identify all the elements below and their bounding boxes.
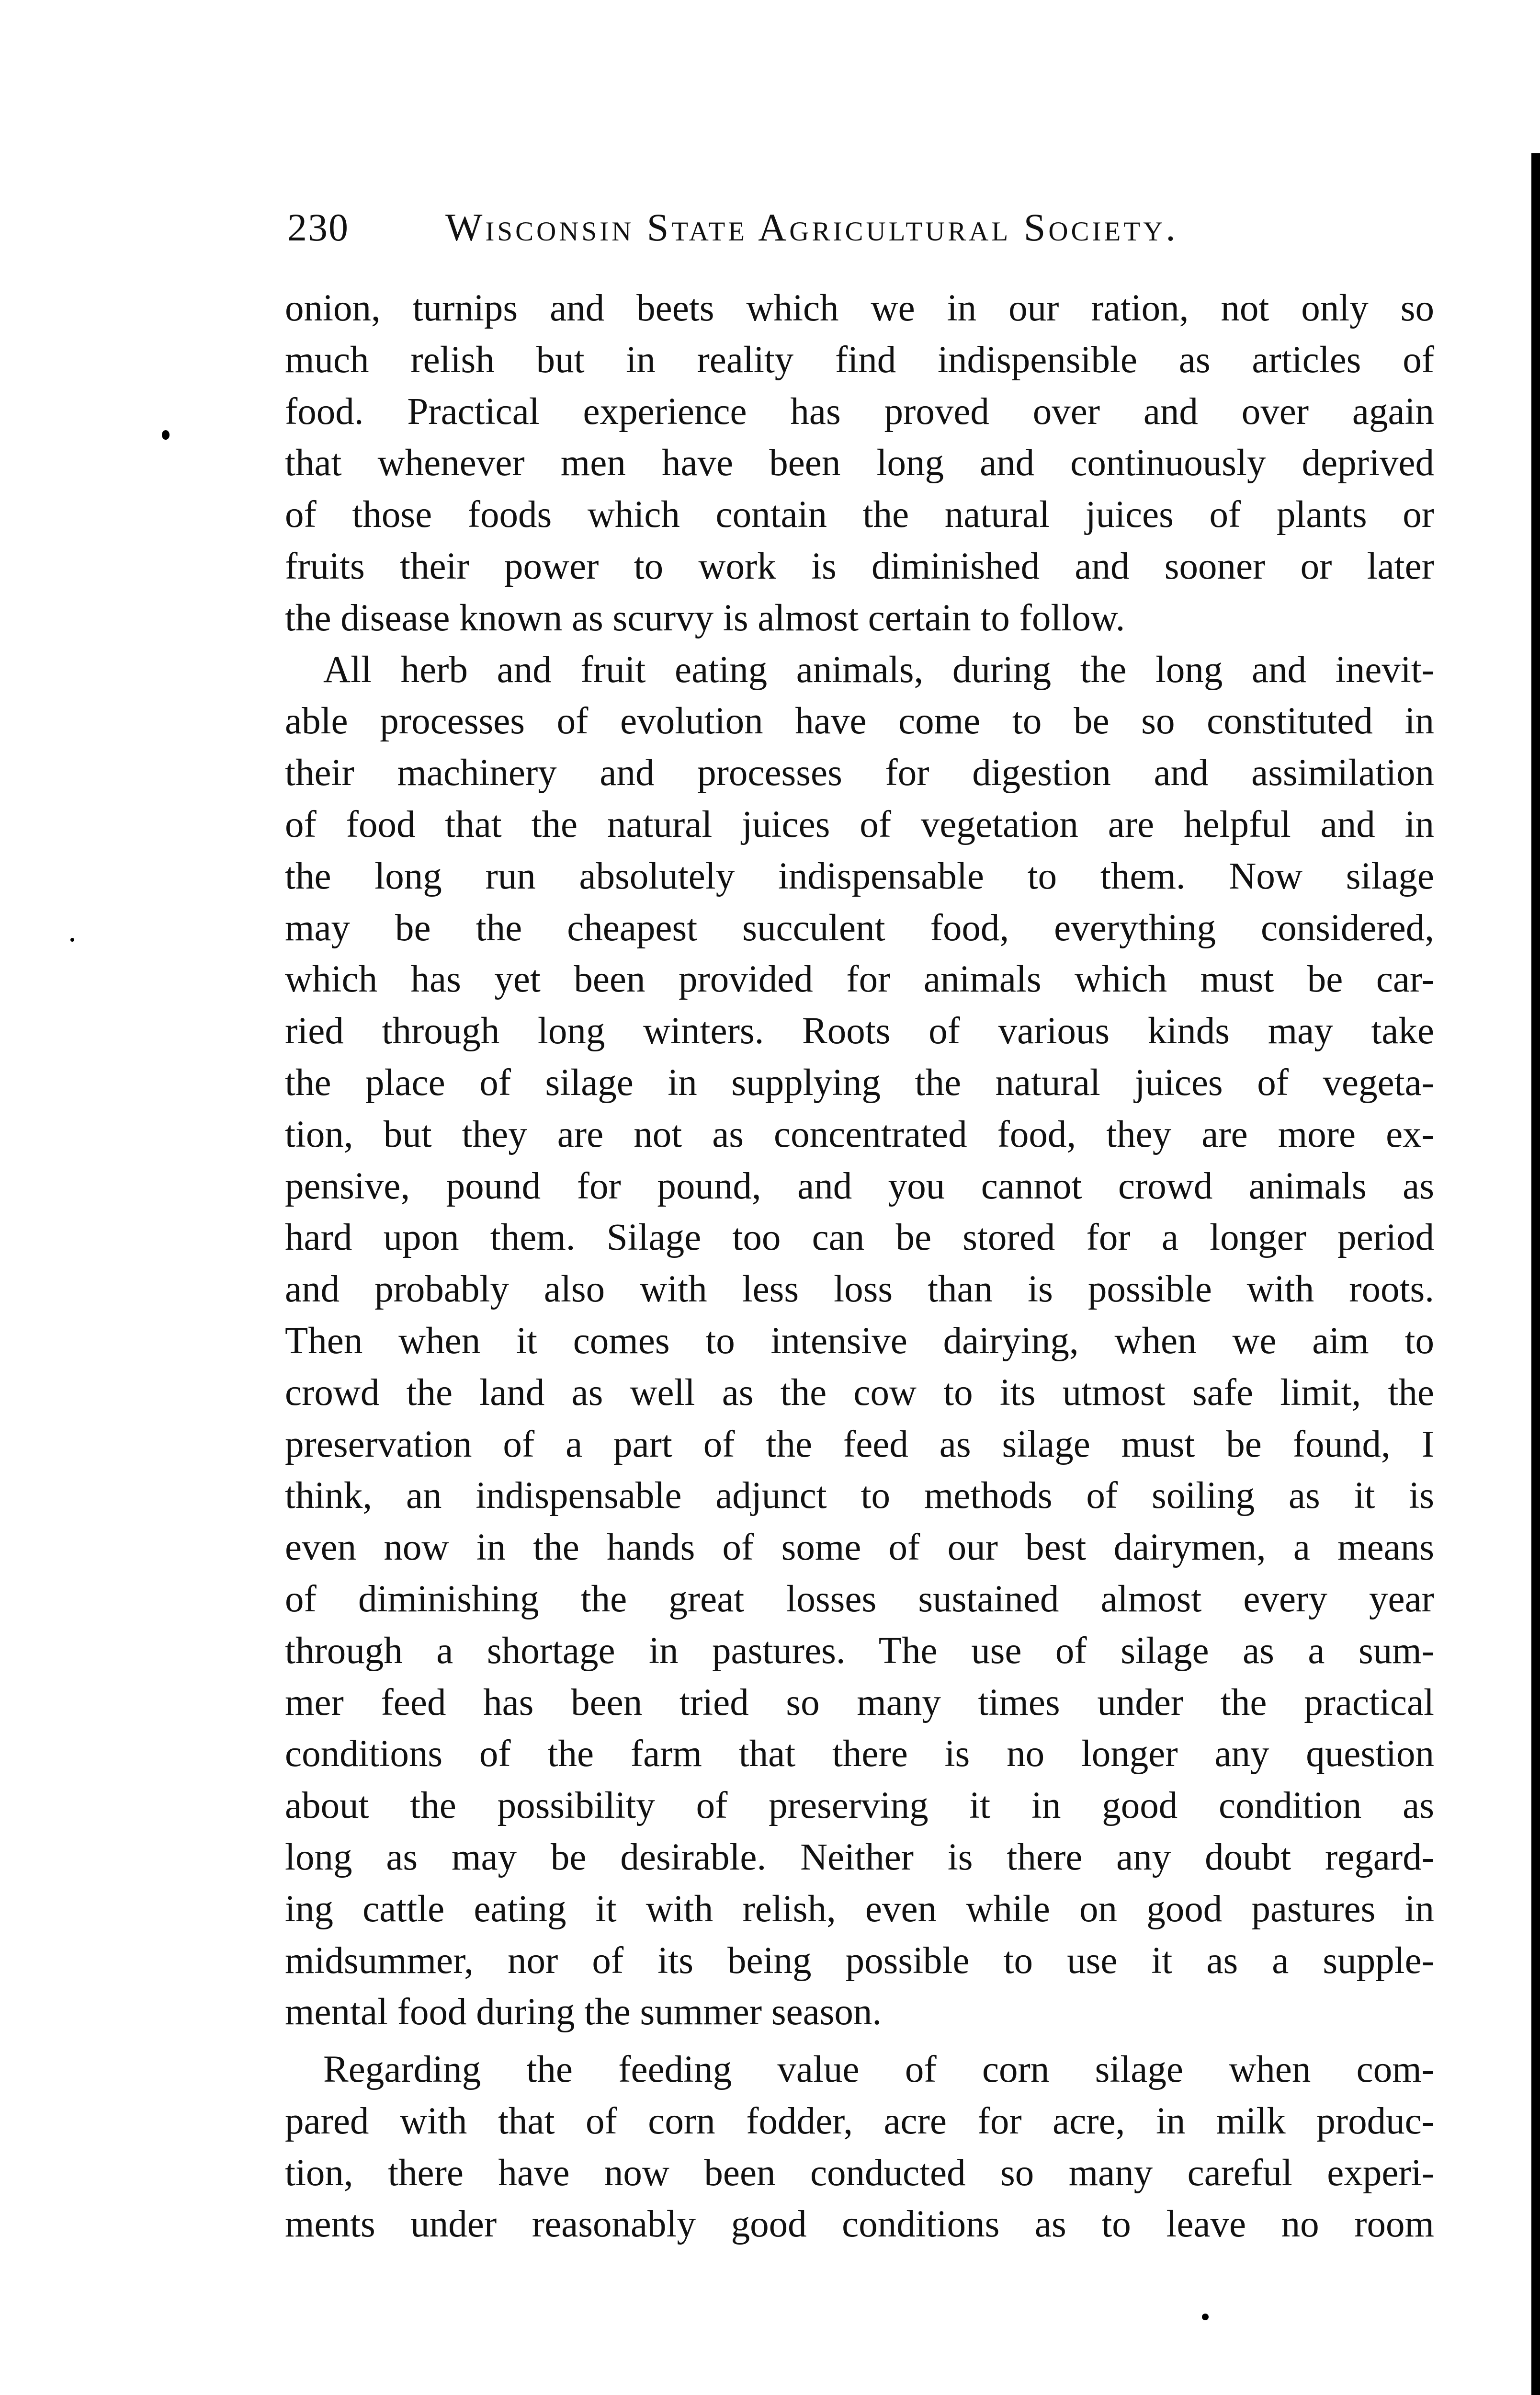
paragraph-1 [285, 283, 1434, 644]
text-line: conditions of the farm that there is no longer any question [285, 1733, 1434, 1775]
text-line: that whenever men have been long and continuously deprived [285, 442, 1434, 484]
ink-speck [162, 430, 170, 440]
text-line: ments under reasonably good conditions as to leave no room [285, 2203, 1434, 2246]
text-line: Then when it comes to intensive dairying, when we aim to [285, 1320, 1434, 1362]
paragraph-3 [285, 2044, 1434, 2250]
text-line: the long run absolutely indispensable to them. Now silage [285, 855, 1434, 897]
text-line: the place of silage in supplying the natural juices of vegeta- [285, 1061, 1434, 1104]
text-line: pared with that of corn fodder, acre for acre, in milk produc- [285, 2100, 1434, 2142]
page-header-title: Wisconsin State Agricultural Society. [445, 205, 1178, 249]
text-line: tion, but they are not as concentrated food, they are more ex- [285, 1113, 1434, 1155]
text-line: hard upon them. Silage too can be stored for a longer period [285, 1217, 1434, 1259]
text-line: their machinery and processes for digestion and assimilation [285, 752, 1434, 794]
text-line: through a shortage in pastures. The use of silage as a sum- [285, 1630, 1434, 1672]
text-line: food. Practical experience has proved over and over again [285, 390, 1434, 433]
ink-speck [70, 938, 74, 942]
text-line: think, an indispensable adjunct to methods of soiling as it is [285, 1475, 1434, 1517]
text-line: fruits their power to work is diminished and sooner or later [285, 545, 1434, 587]
text-line: crowd the land as well as the cow to its utmost safe limit, the [285, 1371, 1434, 1414]
body-text [285, 283, 1434, 2323]
text-line: of diminishing the great losses sustained almost every year [285, 1578, 1434, 1620]
text-line: even now in the hands of some of our best dairymen, a means [285, 1527, 1434, 1569]
text-line: ried through long winters. Roots of various kinds may take [285, 1010, 1434, 1052]
text-line: mer feed has been tried so many times under the practical [285, 1681, 1434, 1723]
text-line: about the possibility of preserving it in good condition as [285, 1785, 1434, 1827]
text-line: mental food during the summer season. [285, 1991, 882, 2033]
text-line: much relish but in reality find indispensible as articles of [285, 339, 1434, 381]
running-head [287, 201, 1331, 254]
text-line: and probably also with less loss than is possible with roots. [285, 1268, 1434, 1311]
text-line: onion, turnips and beets which we in our ration, not only so [285, 287, 1434, 329]
text-line: the disease known as scurvy is almost certain to follow. [285, 597, 1125, 639]
text-line: preservation of a part of the feed as silage must be found, I [285, 1423, 1434, 1465]
paragraph-2 [285, 644, 1434, 2039]
text-line: pensive, pound for pound, and you cannot crowd animals as [285, 1165, 1434, 1207]
text-line: able processes of evolution have come to be so constituted in [285, 700, 1434, 742]
page-number: 230 [287, 205, 349, 249]
text-line: long as may be desirable. Neither is there any doubt regard- [285, 1836, 1434, 1878]
scan-border-right [1531, 153, 1540, 2395]
text-line: may be the cheapest succulent food, everything considered, [285, 907, 1434, 949]
text-line: Regarding the feeding value of corn silage when com- [323, 2049, 1434, 2091]
text-line: which has yet been provided for animals which must be car- [285, 958, 1434, 1001]
text-line: ing cattle eating it with relish, even while on good pastures in [285, 1888, 1434, 1930]
text-line: midsummer, nor of its being possible to use it as a supple- [285, 1939, 1434, 1982]
text-line: of food that the natural juices of vegetation are helpful and in [285, 803, 1434, 845]
text-line: All herb and fruit eating animals, during the long and inevit- [323, 649, 1434, 691]
text-line: of those foods which contain the natural juices of plants or [285, 494, 1434, 536]
text-line: tion, there have now been conducted so many careful experi- [285, 2152, 1434, 2194]
